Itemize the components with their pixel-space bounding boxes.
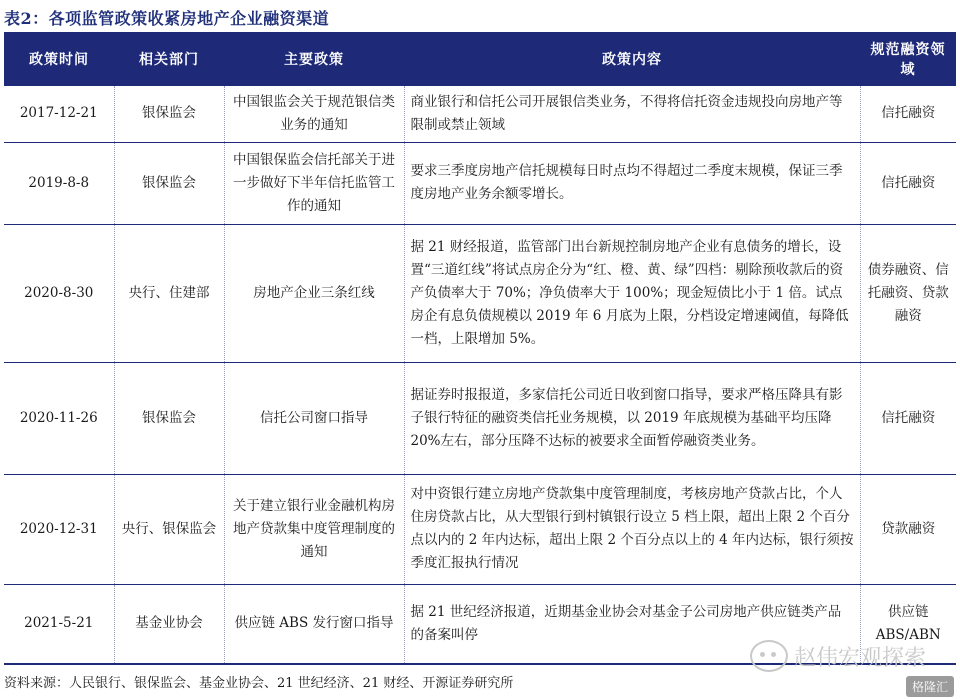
- row-content: 对中资银行建立房地产贷款集中度管理制度，考核房地产贷款占比，个人住房贷款占比，从大型银行到村镇银行设立 5 档上限，超出上限 2 个百分点以内的 2 年内达标，超出上限 2 个百分点以上的 4 年内达标，银行须按季度汇报执行情况: [404, 474, 860, 584]
- table-row: [4, 86, 956, 142]
- table-row: [4, 224, 956, 362]
- row-date: 2017-12-21: [4, 86, 114, 142]
- row-area: 信托融资: [860, 86, 956, 142]
- row-policy: 信托公司窗口指导: [224, 362, 404, 474]
- row-dept: 央行、银保监会: [114, 474, 224, 584]
- row-area: 信托融资: [860, 362, 956, 474]
- row-content: 据 21 世纪经济报道，近期基金业协会对基金子公司房地产供应链类产品的备案叫停: [404, 584, 860, 664]
- table-row: [4, 474, 956, 584]
- row-date: 2021-5-21: [4, 584, 114, 664]
- row-policy: 房地产企业三条红线: [224, 224, 404, 362]
- row-date: 2020-11-26: [4, 362, 114, 474]
- gelonghui-badge: 格隆汇: [906, 676, 954, 697]
- row-date: 2019-8-8: [4, 142, 114, 224]
- row-policy: 中国银保监会信托部关于进一步做好下半年信托监管工作的通知: [224, 142, 404, 224]
- row-date: 2020-8-30: [4, 224, 114, 362]
- row-content: 商业银行和信托公司开展银信类业务，不得将信托资金违规投向房地产等限制或禁止领域: [404, 86, 860, 142]
- table-title: 表2：各项监管政策收紧房地产企业融资渠道: [4, 9, 330, 28]
- row-policy: 中国银监会关于规范银信类业务的通知: [224, 86, 404, 142]
- table-row: [4, 142, 956, 224]
- source-note: 资料来源：人民银行、银保监会、基金业协会、21 世纪经济、21 财经、开源证券研究所: [4, 676, 514, 691]
- header-dept: 相关部门: [114, 32, 224, 86]
- header-area: 规范融资领域: [860, 32, 956, 86]
- row-content: 据证券时报报道，多家信托公司近日收到窗口指导，要求严格压降具有影子银行特征的融资类信托业务规模，以 2019 年底规模为基础平均压降 20%左右，部分压降不达标的被要求全面暂停融资类业务。: [404, 362, 860, 474]
- row-dept: 银保监会: [114, 86, 224, 142]
- row-area: 信托融资: [860, 142, 956, 224]
- row-area: 贷款融资: [860, 474, 956, 584]
- row-content: 要求三季度房地产信托规模每日时点均不得超过二季度末规模，保证三季度房地产业务余额零增长。: [404, 142, 860, 224]
- row-dept: 银保监会: [114, 362, 224, 474]
- watermark-text: 赵伟宏观探索: [793, 645, 926, 671]
- row-area: 债券融资、信托融资、贷款融资: [860, 224, 956, 362]
- watermark: [750, 640, 926, 672]
- row-dept: 央行、住建部: [114, 224, 224, 362]
- table-header-row: [4, 32, 956, 86]
- row-dept: 基金业协会: [114, 584, 224, 664]
- header-date: 政策时间: [4, 32, 114, 86]
- table-row: [4, 362, 956, 474]
- wechat-icon: [750, 640, 788, 672]
- row-dept: 银保监会: [114, 142, 224, 224]
- row-policy: 供应链 ABS 发行窗口指导: [224, 584, 404, 664]
- header-content: 政策内容: [404, 32, 860, 86]
- row-area: 供应链ABS/ABN: [860, 584, 956, 664]
- row-content: 据 21 财经报道，监管部门出台新规控制房地产企业有息债务的增长，设置“三道红线”将试点房企分为“红、橙、黄、绿”四档：剔除预收款后的资产负债率大于 70%；净负债率大于 100%；现金短债比小于 1 倍。试点房企有息负债规模以 2019 年 6 月底为上限，分档设定增速阈值，每降低一档，上限增加 5%。: [404, 224, 860, 362]
- row-date: 2020-12-31: [4, 474, 114, 584]
- policy-table: [4, 32, 956, 665]
- row-policy: 关于建立银行业金融机构房地产贷款集中度管理制度的通知: [224, 474, 404, 584]
- header-policy: 主要政策: [224, 32, 404, 86]
